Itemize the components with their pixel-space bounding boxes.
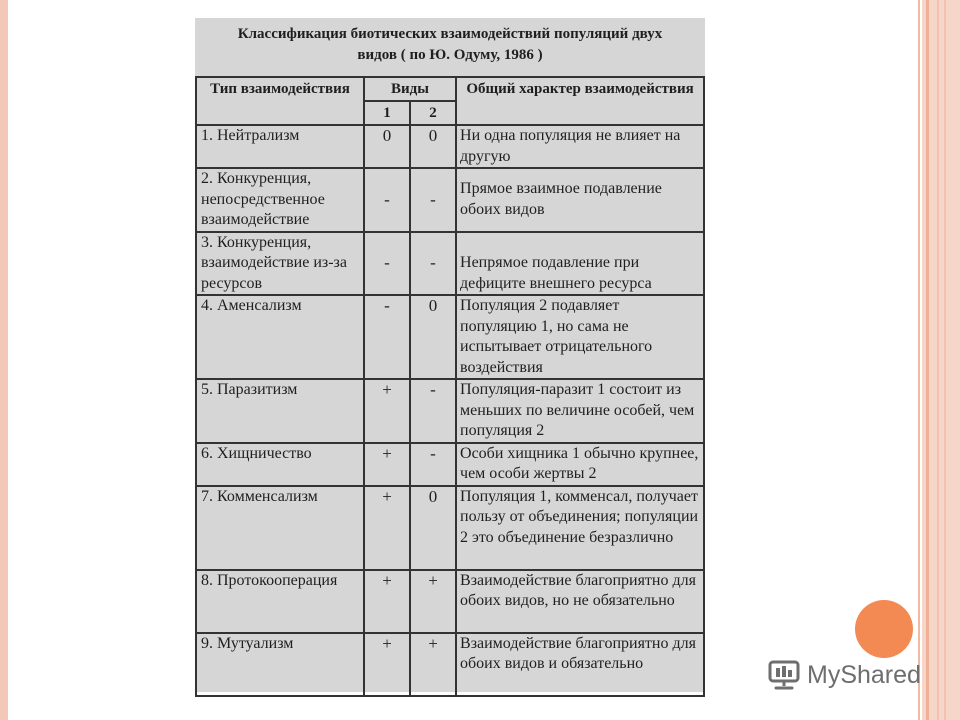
interaction-type: 5. Паразитизм <box>196 379 364 443</box>
interaction-description: Взаимодействие благоприятно для обоих видов и обязательно <box>456 633 704 696</box>
interaction-description: Прямое взаимное подавление обоих видов <box>456 168 704 232</box>
interaction-type: 6. Хищничество <box>196 443 364 486</box>
interaction-type: 9. Мутуализм <box>196 633 364 696</box>
interaction-type: 2. Конкуренция, непосредственное взаимодействие <box>196 168 364 232</box>
species-2-effect: + <box>410 570 456 633</box>
interaction-type: 7. Комменсализм <box>196 486 364 570</box>
interaction-table <box>195 76 705 697</box>
species-1-effect: + <box>364 633 410 696</box>
myshared-logo[interactable] <box>767 657 921 693</box>
table-row <box>196 232 704 296</box>
species-2-effect: 0 <box>410 295 456 379</box>
logo-text: MyShared <box>807 660 921 689</box>
header-species: Виды <box>364 77 456 101</box>
table-caption <box>195 18 705 78</box>
slide-border-line <box>926 0 929 720</box>
slide-border-line <box>944 0 946 720</box>
table-row <box>196 486 704 570</box>
interaction-description: Взаимодействие благоприятно для обоих видов, но не обязательно <box>456 570 704 633</box>
species-1-effect: - <box>364 295 410 379</box>
interaction-type: 1. Нейтрализм <box>196 125 364 168</box>
species-2-effect: - <box>410 168 456 232</box>
table-row <box>196 443 704 486</box>
interaction-description: Популяция 2 подавляет популяцию 1, но сама не испытывает отрицательного воздействия <box>456 295 704 379</box>
species-2-effect: 0 <box>410 125 456 168</box>
table-row <box>196 295 704 379</box>
header-character: Общий характер взаимодействия <box>456 77 704 125</box>
slide-border-line <box>937 0 939 720</box>
interaction-type: 4. Аменсализм <box>196 295 364 379</box>
species-1-effect: - <box>364 168 410 232</box>
species-2-effect: - <box>410 443 456 486</box>
slide-left-border <box>0 0 8 720</box>
caption-line-1: Классификация биотических взаимодействий популяций двух <box>237 26 663 42</box>
interaction-type: 8. Протокооперация <box>196 570 364 633</box>
decorative-orange-circle <box>855 600 913 658</box>
interaction-description: Популяция 1, комменсал, получает пользу от объединения; популяции 2 это объединение безразлично <box>456 486 704 570</box>
slide-border-line <box>918 0 920 720</box>
species-2-effect: + <box>410 633 456 696</box>
species-1-effect: + <box>364 570 410 633</box>
species-2-effect: - <box>410 379 456 443</box>
interaction-description: Особи хищника 1 обычно крупнее, чем особи жертвы 2 <box>456 443 704 486</box>
header-species-1: 1 <box>364 101 410 125</box>
species-1-effect: + <box>364 486 410 570</box>
presentation-screen-icon <box>767 659 801 691</box>
interaction-description: Непрямое подавление при дефиците внешнего ресурса <box>456 232 704 296</box>
species-1-effect: + <box>364 443 410 486</box>
table-row <box>196 125 704 168</box>
header-species-2: 2 <box>410 101 456 125</box>
species-1-effect: 0 <box>364 125 410 168</box>
interaction-type: 3. Конкуренция, взаимодействие из-за ресурсов <box>196 232 364 296</box>
scanned-table-image <box>195 18 705 692</box>
table-row <box>196 633 704 696</box>
table-row <box>196 168 704 232</box>
table-row <box>196 379 704 443</box>
interaction-description: Ни одна популяция не влияет на другую <box>456 125 704 168</box>
header-type: Тип взаимодействия <box>196 77 364 125</box>
interaction-description: Популяция-паразит 1 состоит из меньших по величине особей, чем популяция 2 <box>456 379 704 443</box>
species-1-effect: + <box>364 379 410 443</box>
table-row <box>196 570 704 633</box>
species-2-effect: - <box>410 232 456 296</box>
species-1-effect: - <box>364 232 410 296</box>
caption-line-2: видов ( по Ю. Одуму, 1986 ) <box>357 47 543 63</box>
species-2-effect: 0 <box>410 486 456 570</box>
